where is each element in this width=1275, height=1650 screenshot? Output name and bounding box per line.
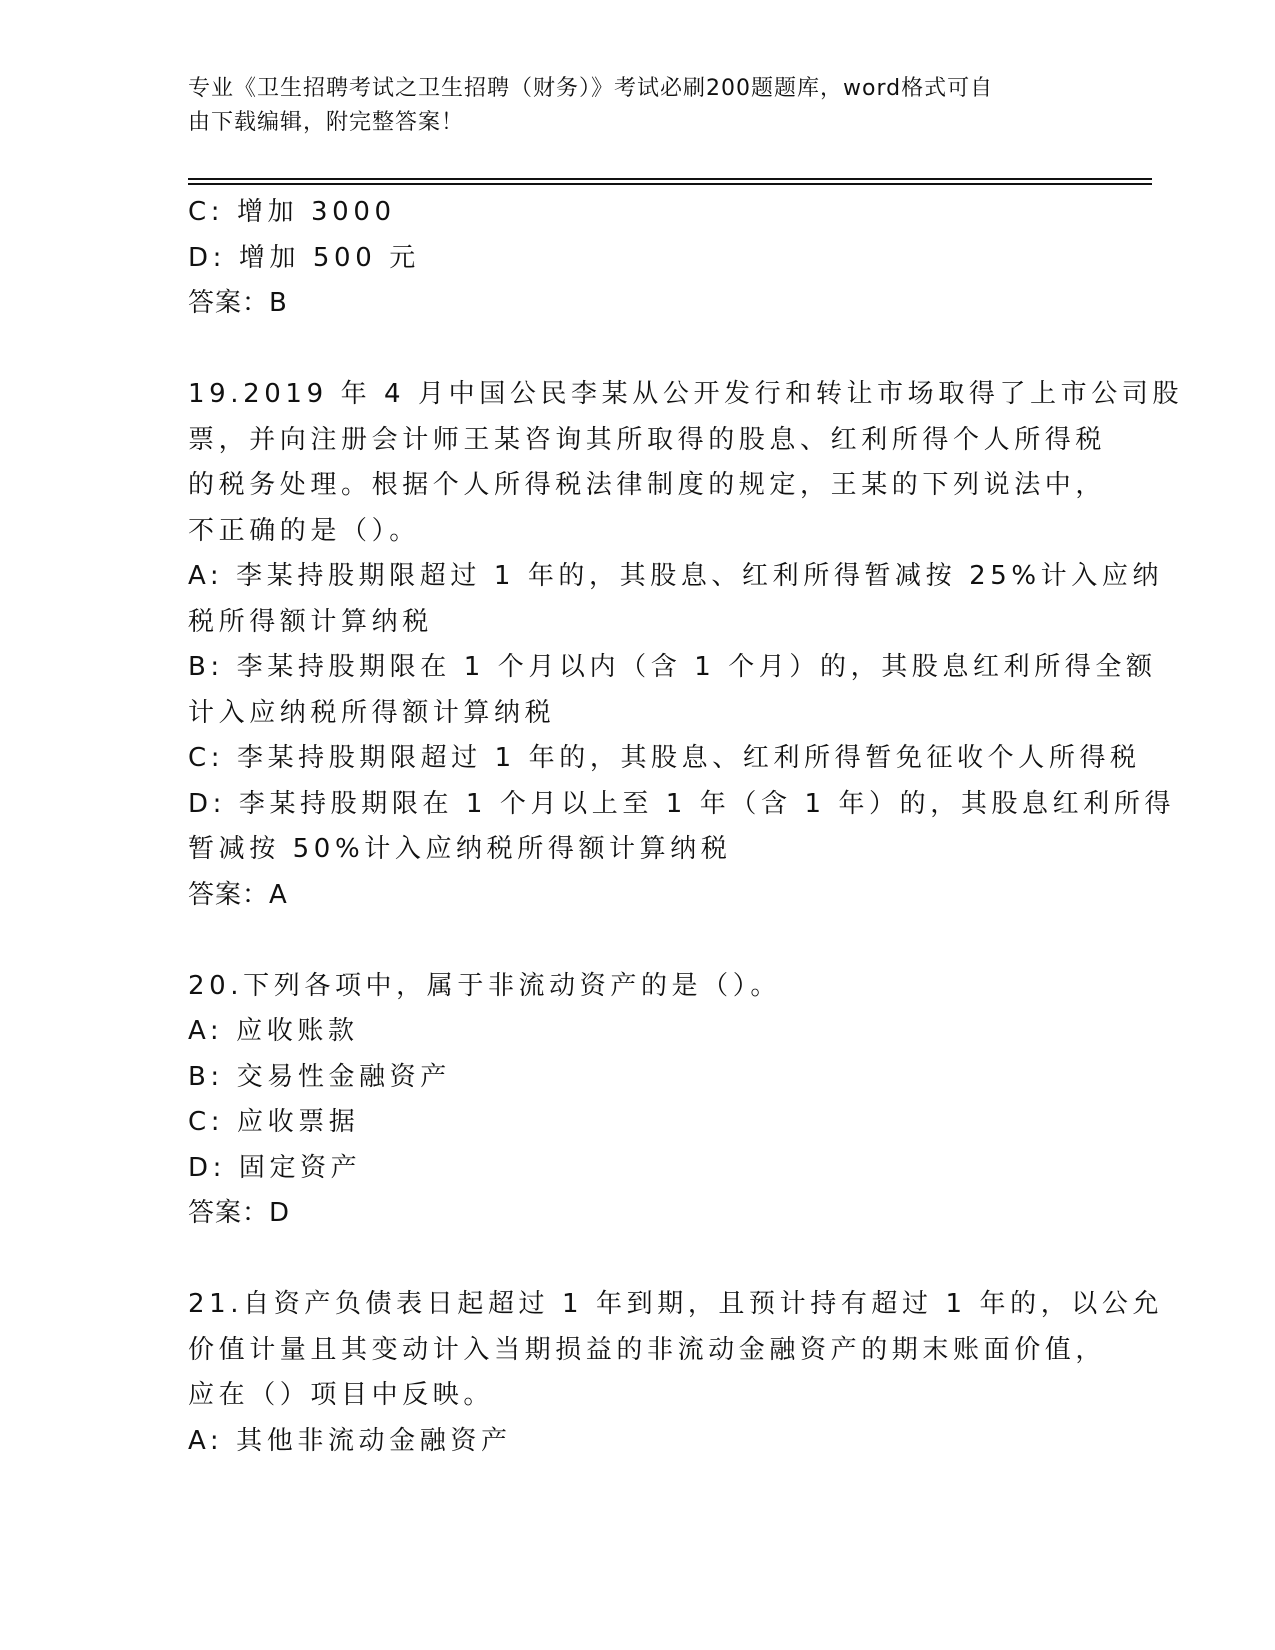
question-content <box>188 190 1184 1464</box>
option-c: C: 应收票据 <box>188 1107 360 1137</box>
answer-label: 答案：A <box>188 879 288 910</box>
question-19-block <box>188 372 1184 918</box>
question-stem-line: 的税务处理。根据个人所得税法律制度的规定，王某的下列说法中， <box>188 470 1107 500</box>
option-b: B: 交易性金融资产 <box>188 1061 451 1092</box>
option-a: A: 应收账款 <box>188 1016 359 1046</box>
question-stem-line: 价值计量且其变动计入当期损益的非流动金融资产的期末账面价值， <box>188 1334 1107 1365</box>
question-stem-line: 不正确的是（）。 <box>188 515 420 546</box>
document-header <box>188 72 1068 140</box>
question-20-block <box>188 964 1088 1237</box>
option-d: D: 增加 500 元 <box>188 242 420 273</box>
option-d-continued: 暂减按 50%计入应纳税所得额计算纳税 <box>188 834 732 864</box>
option-a-continued: 税所得额计算纳税 <box>188 606 433 637</box>
option-c: C: 李某持股期限超过 1 年的，其股息、红利所得暂免征收个人所得税 <box>188 743 1141 773</box>
header-line: 专业《卫生招聘考试之卫生招聘（财务）》考试必刷200题题库，word格式可自 <box>188 76 994 101</box>
question-stem-line: 21.自资产负债表日起超过 1 年到期，且预计持有超过 1 年的，以公允 <box>188 1289 1164 1319</box>
option-b-continued: 计入应纳税所得额计算纳税 <box>188 697 556 728</box>
option-b: B: 李某持股期限在 1 个月以内（含 1 个月）的，其股息红利所得全额 <box>188 652 1157 682</box>
header-line: 由下载编辑，附完整答案！ <box>188 110 465 135</box>
answer-label: 答案：D <box>188 1198 291 1228</box>
spacer <box>188 918 1088 964</box>
option-d: D: 李某持股期限在 1 个月以上至 1 年（含 1 年）的，其股息红利所得 <box>188 788 1176 819</box>
question-stem-line: 20.下列各项中，属于非流动资产的是（）。 <box>188 970 781 1001</box>
header-rule <box>188 183 1152 185</box>
question-21-block <box>188 1282 1164 1464</box>
option-a: A: 李某持股期限超过 1 年的，其股息、红利所得暂减按 25%计入应纳 <box>188 561 1164 591</box>
spacer <box>188 327 1088 373</box>
question-18-block <box>188 190 1088 327</box>
option-a: A: 其他非流动金融资产 <box>188 1425 512 1456</box>
spacer <box>188 1237 1088 1283</box>
question-stem-line: 19.2019 年 4 月中国公民李某从公开发行和转让市场取得了上市公司股 <box>188 379 1184 409</box>
header-rule <box>188 178 1152 180</box>
answer-label: 答案：B <box>188 288 288 318</box>
question-stem-line: 票，并向注册会计师王某咨询其所取得的股息、红利所得个人所得税 <box>188 424 1107 455</box>
option-c: C: 增加 3000 <box>188 197 396 227</box>
question-stem-line: 应在（）项目中反映。 <box>188 1380 495 1410</box>
option-d: D: 固定资产 <box>188 1152 362 1183</box>
